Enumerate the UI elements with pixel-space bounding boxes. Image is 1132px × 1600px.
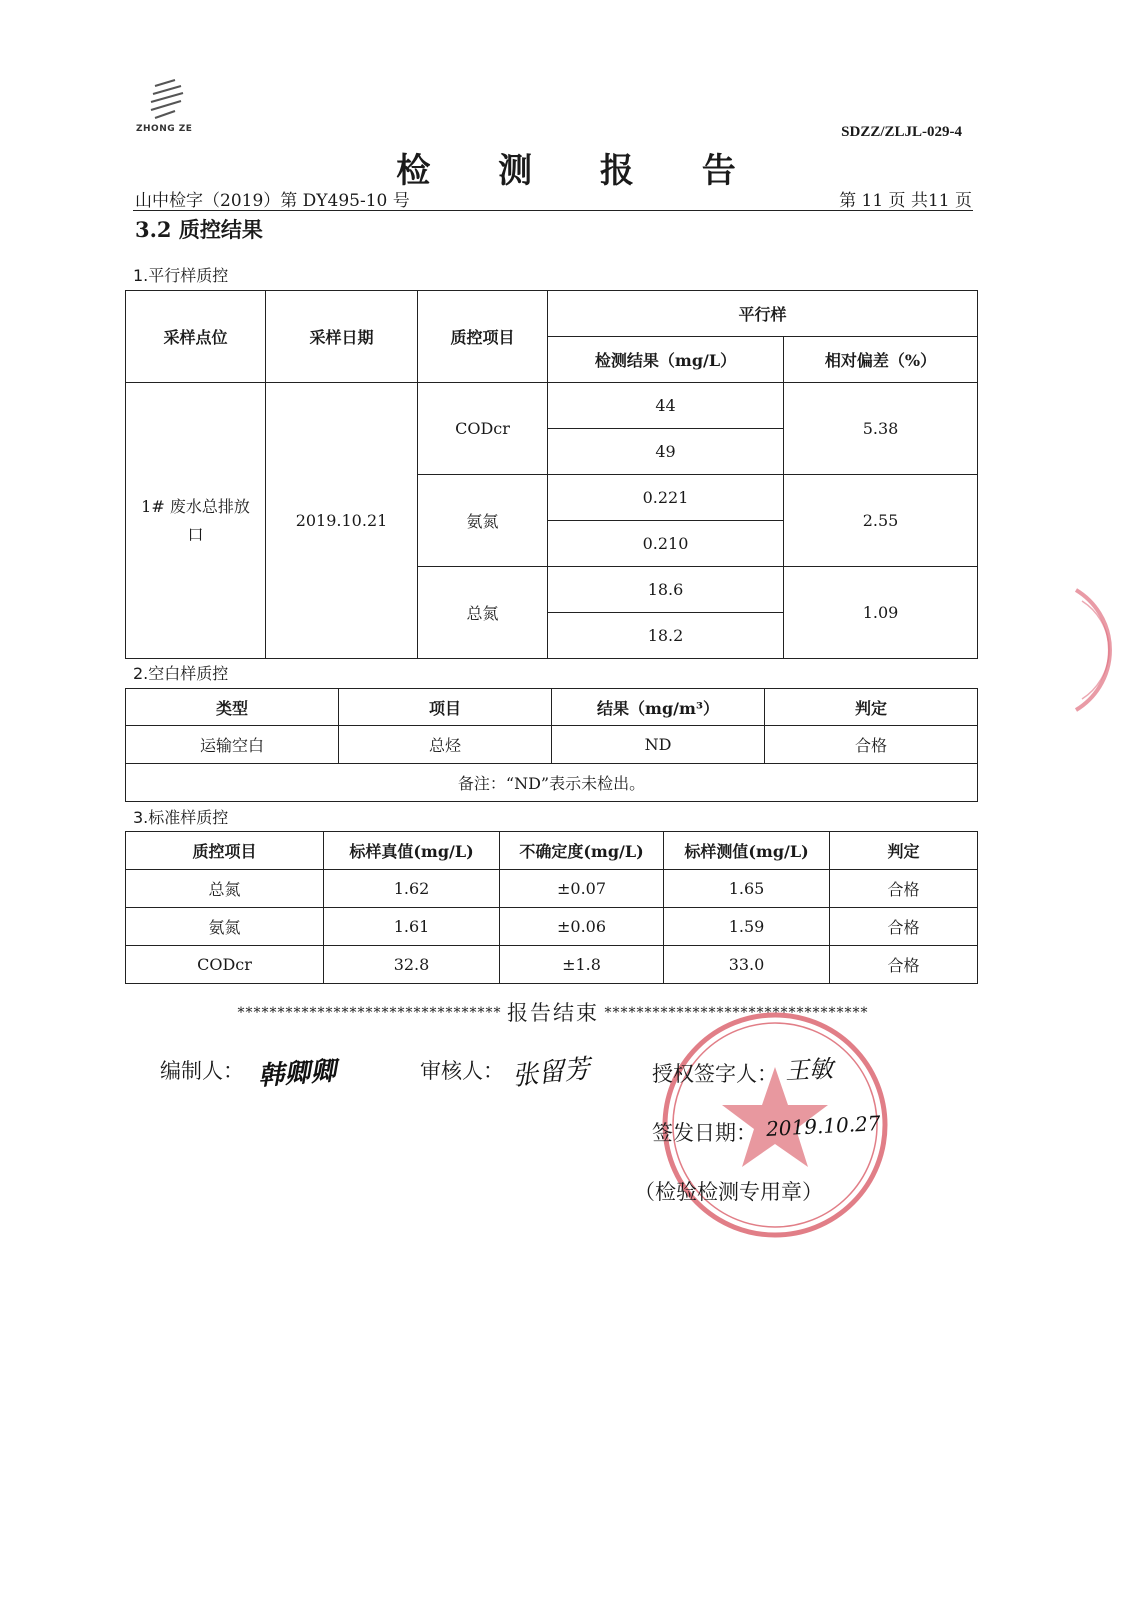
item-cell: 氨氮 — [418, 475, 548, 567]
deviation-cell: 1.09 — [784, 567, 978, 659]
reviewer-signature: 张留芳 — [510, 1053, 592, 1092]
blank-cell: ND — [552, 726, 765, 764]
header-parallel-group: 平行样 — [548, 291, 978, 337]
standard-header-cell: 标样真值(mg/L) — [324, 832, 500, 870]
header-result: 检测结果（mg/L） — [548, 337, 784, 383]
page-info: 第 11 页 共11 页 — [839, 191, 972, 211]
sampling-site: 1# 废水总排放口 — [126, 383, 266, 659]
blank-header-cell: 类型 — [126, 689, 339, 726]
result-cell: 44 — [548, 383, 784, 429]
standard-cell: 1.65 — [664, 870, 830, 908]
blank-cell: 运输空白 — [126, 726, 339, 764]
standard-cell: 总氮 — [126, 870, 324, 908]
standard-cell: 合格 — [830, 870, 978, 908]
blank-table — [125, 688, 978, 802]
standard-cell: 1.62 — [324, 870, 500, 908]
standard-cell: ±1.8 — [500, 946, 664, 984]
standard-header-cell: 标样测值(mg/L) — [664, 832, 830, 870]
reviewer-label: 审核人： — [420, 1059, 504, 1083]
header-deviation: 相对偏差（%） — [784, 337, 978, 383]
margin-seal-fragment — [1068, 585, 1132, 715]
parallel-heading: 1.平行样质控 — [133, 266, 229, 285]
report-title: 检 测 报 告 — [396, 151, 764, 191]
deviation-cell: 2.55 — [784, 475, 978, 567]
document-code: SDZZ/ZLJL-029-4 — [841, 124, 962, 140]
end-stars-left: ********************************* — [237, 1005, 502, 1021]
parallel-table — [125, 290, 978, 659]
report-end-label: 报告结束 — [507, 1001, 599, 1025]
result-cell: 18.6 — [548, 567, 784, 613]
section-title: 3.2 质控结果 — [135, 217, 263, 242]
blank-header-cell: 结果（mg/m³） — [552, 689, 765, 726]
header-divider — [133, 210, 973, 211]
blank-note: 备注：“ND”表示未检出。 — [126, 764, 978, 802]
standard-header-cell: 判定 — [830, 832, 978, 870]
standard-header-cell: 不确定度(mg/L) — [500, 832, 664, 870]
blank-cell: 总烃 — [339, 726, 552, 764]
result-cell: 49 — [548, 429, 784, 475]
logo-text: ZHONG ZE — [136, 124, 193, 134]
standard-cell: ±0.06 — [500, 908, 664, 946]
deviation-cell: 5.38 — [784, 383, 978, 475]
standard-cell: 合格 — [830, 946, 978, 984]
compiler-label: 编制人： — [160, 1059, 244, 1083]
report-number: 山中检字（2019）第 DY495-10 号 — [135, 191, 410, 211]
standard-cell: 合格 — [830, 908, 978, 946]
standard-cell: 氨氮 — [126, 908, 324, 946]
standard-cell: 32.8 — [324, 946, 500, 984]
standard-cell: 1.61 — [324, 908, 500, 946]
standard-cell: CODcr — [126, 946, 324, 984]
header-site: 采样点位 — [126, 291, 266, 383]
standard-table — [125, 831, 978, 984]
standard-heading: 3.标准样质控 — [133, 808, 229, 827]
signer-signature: 王敏 — [784, 1054, 834, 1086]
issue-date-value: 2019.10.27 — [765, 1111, 882, 1141]
compiler-signature: 韩卿卿 — [257, 1056, 338, 1092]
standard-cell: 33.0 — [664, 946, 830, 984]
blank-cell: 合格 — [765, 726, 978, 764]
header-date: 采样日期 — [266, 291, 418, 383]
issue-date-label: 签发日期： — [652, 1121, 757, 1145]
signer-label: 授权签字人： — [652, 1062, 778, 1086]
stamp-note: （检验检测专用章） — [634, 1180, 823, 1204]
result-cell: 0.210 — [548, 521, 784, 567]
result-cell: 18.2 — [548, 613, 784, 659]
standard-cell: 1.59 — [664, 908, 830, 946]
standard-cell: ±0.07 — [500, 870, 664, 908]
standard-header-cell: 质控项目 — [126, 832, 324, 870]
end-stars-right: ********************************* — [604, 1005, 869, 1021]
blank-header-cell: 判定 — [765, 689, 978, 726]
blank-header-cell: 项目 — [339, 689, 552, 726]
item-cell: 总氮 — [418, 567, 548, 659]
sampling-date: 2019.10.21 — [266, 383, 418, 659]
item-cell: CODcr — [418, 383, 548, 475]
blank-heading: 2.空白样质控 — [133, 664, 229, 683]
header-item: 质控项目 — [418, 291, 548, 383]
result-cell: 0.221 — [548, 475, 784, 521]
